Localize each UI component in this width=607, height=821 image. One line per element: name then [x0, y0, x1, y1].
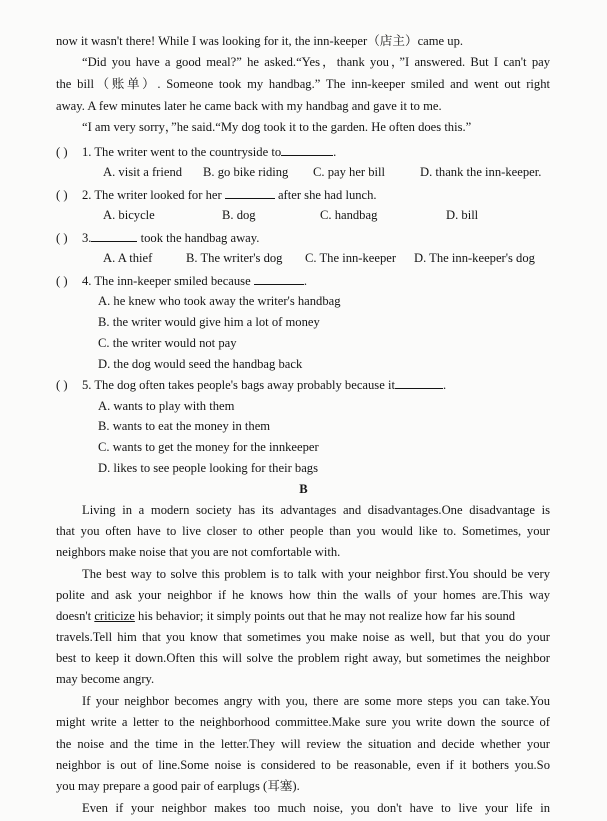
b-p1-line-3: neighbors make noise that you are not comfortable with.	[56, 545, 341, 559]
answer-blank[interactable]	[225, 186, 275, 199]
b-p1-line-1: Living in a modern society has its advantages and disadvantages.One disadvantage is	[82, 503, 550, 517]
b-p2-line-6: may become angry.	[56, 672, 155, 686]
section-heading-b: B	[299, 482, 308, 496]
q3-option-a[interactable]: A. A thief	[103, 251, 153, 265]
answer-paren[interactable]: ( )	[56, 378, 68, 392]
b-p2-line-1: The best way to solve this problem is to talk with your neighbor first.You should be very	[82, 567, 550, 581]
q5-option-c[interactable]: C. wants to get the money for the innkeeper	[98, 440, 319, 454]
q4-option-d[interactable]: D. the dog would seed the handbag back	[98, 357, 303, 371]
b-p2-line-5: best to keep it down.Often this will solve the problem right away, but sometimes the neighbor	[56, 651, 550, 665]
b-p1-line-2: that you often have to live closer to other people than you would like to. Sometimes, your	[56, 524, 550, 538]
question-stem: 2. The writer looked for her	[82, 188, 222, 202]
b-p3-line-2: might write a letter to the neighborhood committee.Make sure you write down the source of	[56, 715, 550, 729]
b-p2-line-4: travels.Tell him that you know that sometimes you make noise as well, but that you do your	[56, 630, 550, 644]
answer-blank[interactable]	[91, 229, 137, 242]
story-line-2: “Did you have a good meal?” he asked.“Yes，thank you，”I answered. But I can't pay	[82, 55, 550, 69]
question-stem: 5. The dog often takes people's bags away probably because it	[82, 378, 395, 392]
story-line-1: now it wasn't there! While I was looking for it, the inn-keeper（店主）came up.	[56, 34, 464, 48]
q3-option-d[interactable]: D. The inn-keeper's dog	[414, 251, 535, 265]
answer-paren[interactable]: ( )	[56, 188, 68, 202]
q2-option-b[interactable]: B. dog	[222, 208, 256, 222]
q2-option-c[interactable]: C. handbag	[320, 208, 378, 222]
answer-paren[interactable]: ( )	[56, 231, 68, 245]
story-line-3: the bill（账单）. Someone took my handbag.” The inn-keeper smiled and went out right	[56, 77, 550, 91]
story-line-4: away. A few minutes later he came back with my handbag and gave it to me.	[56, 99, 442, 113]
q5-option-d[interactable]: D. likes to see people looking for their bags	[98, 461, 318, 475]
b-p3-line-1: If your neighbor becomes angry with you, there are some more steps you can take.You	[82, 694, 550, 708]
q2-option-d[interactable]: D. bill	[446, 208, 479, 222]
question-4: ( ) 4. The inn-keeper smiled because .	[56, 274, 307, 288]
q4-option-c[interactable]: C. the writer would not pay	[98, 336, 237, 350]
q1-option-b[interactable]: B. go bike riding	[203, 165, 289, 179]
q4-option-b[interactable]: B. the writer would give him a lot of money	[98, 315, 320, 329]
answer-paren[interactable]: ( )	[56, 274, 68, 288]
q3-option-b[interactable]: B. The writer's dog	[186, 251, 283, 265]
underlined-word-criticize: criticize	[94, 609, 135, 623]
q1-option-a[interactable]: A. visit a friend	[103, 165, 183, 179]
answer-blank[interactable]	[281, 143, 333, 156]
b-p3-line-4: neighbor is out of line.Some noise is considered to be reasonable, even if it bothers you.So	[56, 758, 550, 772]
question-2: ( ) 2. The writer looked for her after she had lunch.	[56, 188, 377, 202]
answer-blank[interactable]	[395, 376, 443, 389]
b-p4-line-1: Even if your neighbor makes too much noise, you don't have to live your life in	[82, 801, 550, 815]
question-stem: 1. The writer went to the countryside to	[82, 145, 282, 159]
q2-option-a[interactable]: A. bicycle	[103, 208, 155, 222]
story-line-5: “I am very sorry，”he said.“My dog took it to the garden. He often does this.”	[82, 120, 472, 134]
question-1: ( ) 1. The writer went to the countryside to .	[56, 145, 337, 159]
q1-option-d[interactable]: D. thank the inn-keeper.	[420, 165, 542, 179]
b-p2-line-3: doesn't criticize his behavior; it simply points out that he may not realize how far his sound	[56, 609, 516, 623]
b-p3-line-5: you may prepare a good pair of earplugs (耳塞).	[56, 779, 300, 793]
answer-blank[interactable]	[254, 272, 304, 285]
question-stem: 3.	[82, 231, 92, 245]
q5-option-b[interactable]: B. wants to eat the money in them	[98, 419, 271, 433]
q5-option-a[interactable]: A. wants to play with them	[98, 399, 235, 413]
q4-option-a[interactable]: A. he knew who took away the writer's handbag	[98, 294, 341, 308]
b-p2-line-2: polite and ask your neighbor if he knows how thin the walls of your homes are.This way	[56, 588, 550, 602]
question-stem: 4. The inn-keeper smiled because	[82, 274, 251, 288]
b-p3-line-3: the noise and the time in the letter.They will review the situation and decide whether your	[56, 737, 550, 751]
q1-option-c[interactable]: C. pay her bill	[313, 165, 386, 179]
q3-option-c[interactable]: C. The inn-keeper	[305, 251, 397, 265]
answer-paren[interactable]: ( )	[56, 145, 68, 159]
question-3: ( ) 3. took the handbag away.	[56, 231, 260, 245]
question-5: ( ) 5. The dog often takes people's bags away probably because it .	[56, 378, 447, 392]
